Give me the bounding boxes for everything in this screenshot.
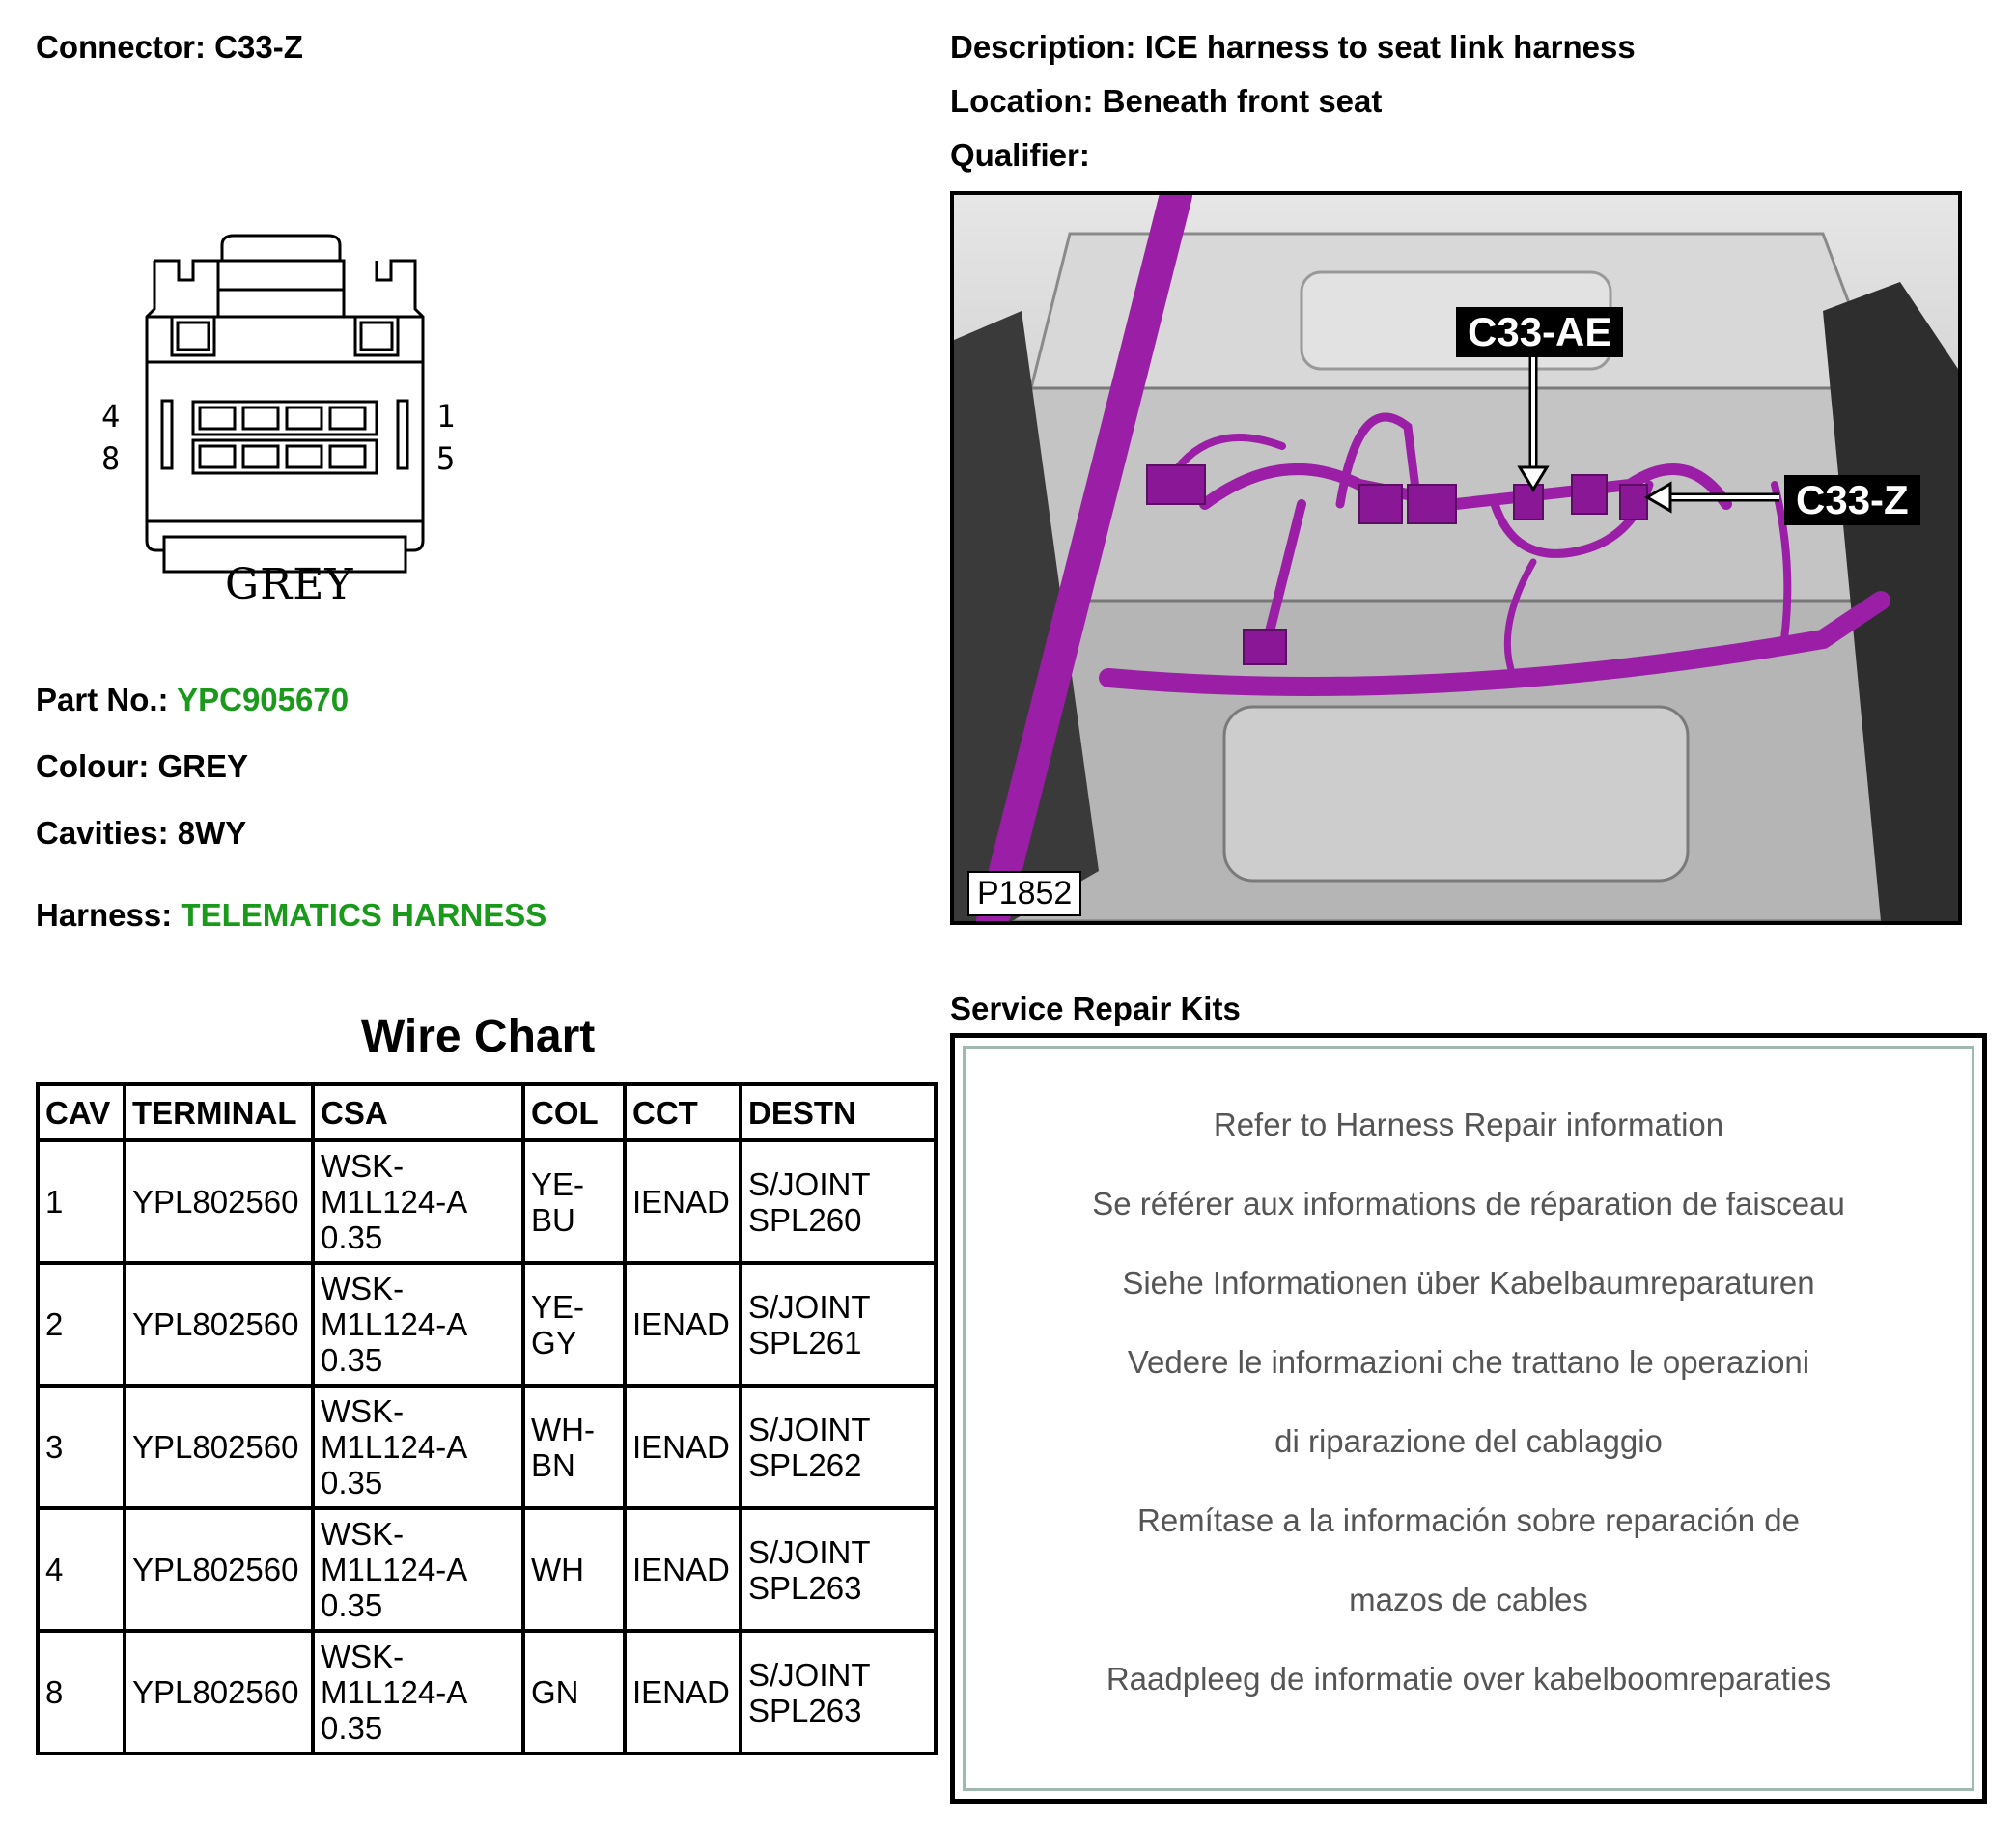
part-no-field <box>36 682 349 718</box>
cell-terminal: YPL802560 <box>125 1140 313 1263</box>
repair-kit-line: Remítase a la información sobre reparación de <box>1136 1502 1801 1538</box>
location-value: Beneath front seat <box>1102 83 1383 119</box>
cell-col-line: GY <box>531 1324 577 1360</box>
cell-col-line: BU <box>531 1201 575 1238</box>
cell-cct: IENAD <box>625 1508 741 1631</box>
cell-col-line: YE- <box>531 1288 585 1325</box>
harness-label: Harness: <box>36 897 173 933</box>
repair-kit-line: Refer to Harness Repair information <box>1213 1107 1724 1142</box>
repair-kits-title: Service Repair Kits <box>950 991 1241 1026</box>
table-row <box>38 1508 936 1631</box>
table-row <box>38 1386 936 1508</box>
cell-col <box>523 1508 625 1631</box>
part-no-value[interactable]: YPC905670 <box>177 682 350 717</box>
location-photo-drawing <box>954 195 1958 921</box>
table-row <box>38 1631 936 1753</box>
cell-destn <box>741 1140 936 1263</box>
cell-col-line: BN <box>531 1446 575 1483</box>
qualifier-label: Qualifier: <box>950 137 1090 173</box>
cell-col <box>523 1263 625 1386</box>
cell-csa <box>313 1508 523 1631</box>
pin-label-1: 1 <box>436 398 456 435</box>
cell-cav: 4 <box>38 1508 125 1631</box>
repair-kit-line: Siehe Informationen über Kabelbaumreparaturen <box>1122 1265 1815 1301</box>
cell-col <box>523 1386 625 1508</box>
cell-destn <box>741 1631 936 1753</box>
cell-destn-line: SPL261 <box>748 1324 862 1360</box>
cell-cct: IENAD <box>625 1263 741 1386</box>
wire-chart-title: Wire Chart <box>361 1011 596 1062</box>
colour-value: GREY <box>157 748 249 784</box>
cell-csa-line: M1L124-A <box>321 1674 468 1710</box>
location-photo <box>950 191 1962 925</box>
cell-col-line: WH <box>531 1552 584 1587</box>
connector-colour-caption: GREY <box>225 560 354 609</box>
location-field <box>950 83 1382 120</box>
cell-cct: IENAD <box>625 1386 741 1508</box>
repair-kits-box <box>950 1033 1987 1804</box>
header-cav: CAV <box>38 1084 125 1140</box>
cell-terminal: YPL802560 <box>125 1263 313 1386</box>
description-field <box>950 29 1636 66</box>
header-col: COL <box>523 1084 625 1140</box>
wire-chart-header-row <box>38 1084 936 1140</box>
cell-cav: 2 <box>38 1263 125 1386</box>
cavities-field <box>36 815 246 852</box>
callout-c33-ae: C33-AE <box>1456 307 1623 357</box>
connector-field <box>36 29 303 66</box>
harness-field <box>36 897 546 934</box>
callout-c33-z: C33-Z <box>1784 475 1920 525</box>
cell-cct: IENAD <box>625 1140 741 1263</box>
cell-cav: 1 <box>38 1140 125 1263</box>
cell-csa <box>313 1386 523 1508</box>
cell-destn <box>741 1386 936 1508</box>
cell-csa-line: WSK- <box>321 1271 405 1306</box>
location-label: Location: <box>950 83 1094 119</box>
cell-col <box>523 1631 625 1753</box>
header-terminal: TERMINAL <box>125 1084 313 1140</box>
cell-destn-line: S/JOINT <box>748 1288 871 1325</box>
cell-col-line: WH- <box>531 1411 595 1447</box>
cell-csa-line: WSK- <box>321 1393 405 1429</box>
cell-destn-line: S/JOINT <box>748 1656 871 1693</box>
cell-csa-line: M1L124-A <box>321 1552 468 1587</box>
cell-destn-line: SPL260 <box>748 1201 862 1238</box>
cell-csa-line: 0.35 <box>321 1342 383 1378</box>
description-value: ICE harness to seat link harness <box>1144 29 1636 65</box>
cell-csa <box>313 1631 523 1753</box>
repair-kit-line: di riparazione del cablaggio <box>1274 1423 1663 1459</box>
cell-csa-line: WSK- <box>321 1639 405 1674</box>
cell-col-line: GN <box>531 1674 579 1710</box>
repair-kit-line: Raadpleeg de informatie over kabelboomreparaties <box>1106 1661 1832 1697</box>
cell-terminal: YPL802560 <box>125 1386 313 1508</box>
harness-value[interactable]: TELEMATICS HARNESS <box>181 897 547 933</box>
repair-kits-inner <box>963 1046 1974 1791</box>
pin-label-8: 8 <box>101 440 121 477</box>
connector-value: C33-Z <box>214 29 303 65</box>
table-row <box>38 1140 936 1263</box>
cell-destn-line: S/JOINT <box>748 1411 871 1447</box>
table-row <box>38 1263 936 1386</box>
repair-kit-line: Se référer aux informations de réparation de faisceau <box>1092 1186 1845 1221</box>
cavities-value: 8WY <box>177 815 247 851</box>
pin-label-5: 5 <box>436 440 456 477</box>
cell-csa-line: 0.35 <box>321 1710 383 1746</box>
cell-destn-line: S/JOINT <box>748 1533 871 1570</box>
cell-csa-line: M1L124-A <box>321 1306 468 1342</box>
cell-csa-line: WSK- <box>321 1516 405 1552</box>
header-cct: CCT <box>625 1084 741 1140</box>
cell-csa-line: M1L124-A <box>321 1429 468 1465</box>
colour-label: Colour: <box>36 748 150 784</box>
colour-field <box>36 748 248 785</box>
part-no-label: Part No.: <box>36 682 169 717</box>
cell-csa <box>313 1263 523 1386</box>
cell-destn <box>741 1508 936 1631</box>
repair-kit-line: Vedere le informazioni che trattano le operazioni <box>1127 1344 1810 1380</box>
cell-terminal: YPL802560 <box>125 1508 313 1631</box>
cell-col <box>523 1140 625 1263</box>
cell-destn-line: SPL263 <box>748 1692 862 1728</box>
cell-destn-line: SPL263 <box>748 1569 862 1606</box>
header-csa: CSA <box>313 1084 523 1140</box>
cell-csa <box>313 1140 523 1263</box>
connector-label: Connector: <box>36 29 206 65</box>
cell-csa-line: 0.35 <box>321 1465 383 1500</box>
cell-cav: 8 <box>38 1631 125 1753</box>
qualifier-field <box>950 137 1090 174</box>
cell-destn-line: S/JOINT <box>748 1165 871 1202</box>
pin-label-4: 4 <box>101 398 121 435</box>
repair-kit-line: mazos de cables <box>1349 1582 1588 1617</box>
description-label: Description: <box>950 29 1136 65</box>
cell-cav: 3 <box>38 1386 125 1508</box>
cell-destn-line: SPL262 <box>748 1446 862 1483</box>
header-destn: DESTN <box>741 1084 936 1140</box>
photo-id: P1852 <box>967 871 1081 916</box>
cavities-label: Cavities: <box>36 815 169 851</box>
cell-csa-line: M1L124-A <box>321 1184 468 1220</box>
cell-terminal: YPL802560 <box>125 1631 313 1753</box>
cell-csa-line: WSK- <box>321 1148 405 1184</box>
wire-chart-table <box>36 1082 938 1755</box>
cell-csa-line: 0.35 <box>321 1587 383 1623</box>
cell-cct: IENAD <box>625 1631 741 1753</box>
cell-csa-line: 0.35 <box>321 1220 383 1255</box>
cell-destn <box>741 1263 936 1386</box>
cell-col-line: YE- <box>531 1165 585 1202</box>
